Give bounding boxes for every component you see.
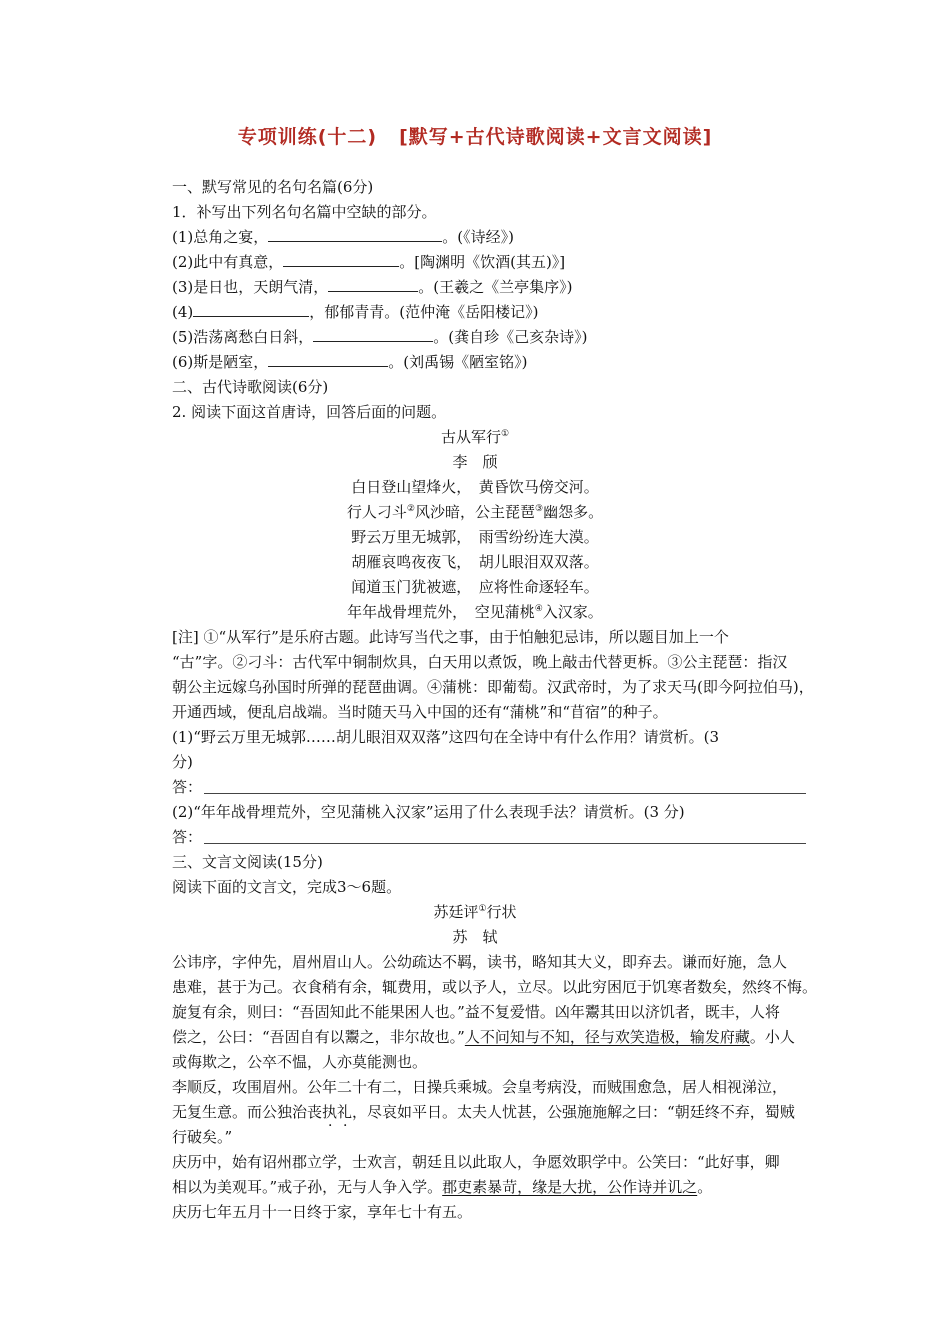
passage-p2-l2b: ，尽哀如平日。太夫人忧甚，公强施施解之曰：“朝廷终不弃，蜀贼 xyxy=(352,1103,795,1121)
dotted-char-2: 礼 xyxy=(337,1103,353,1121)
poem-line-5a: 闻道玉门犹被遮， xyxy=(351,578,464,596)
fill-item-3-post: 。(王羲之《兰亭集序》) xyxy=(418,278,573,296)
fill-item-3-pre: (3)是日也，天朗气清， xyxy=(172,278,329,296)
passage-p2-l2 xyxy=(172,1101,795,1123)
poem-line-6 xyxy=(0,601,950,623)
passage-title-text: 苏廷评 xyxy=(433,903,479,921)
poem-line-5b: 应将性命逐轻车。 xyxy=(478,578,599,596)
subquestion-1-cont: 分) xyxy=(172,753,193,771)
passage-p2-l3: 行破矣。” xyxy=(172,1128,233,1146)
fill-item-1-post: 。(《诗经》) xyxy=(442,228,514,246)
passage-title-note: ① xyxy=(478,904,487,914)
fill-item-4 xyxy=(172,301,538,323)
poem-line-4b: 胡儿眼泪双双落。 xyxy=(478,553,599,571)
passage-p1-l4a: 偿之，公曰：“吾固自有以鬻之，非尔故也。” xyxy=(172,1028,465,1046)
poem-line-5 xyxy=(0,576,950,598)
passage-p2-l1: 李顺反，攻围眉州。公年二十有二，日操兵乘城。会皇考病没，而贼围愈急，居人相视涕泣， xyxy=(172,1078,788,1096)
poem-line-2b: 公主琵琶 xyxy=(475,503,536,521)
passage-p1-l4b: 。小人 xyxy=(749,1028,795,1046)
fill-item-6-post: 。(刘禹锡《陋室铭》) xyxy=(388,353,528,371)
poem-line-2 xyxy=(0,501,950,523)
fill-blank-5[interactable] xyxy=(313,327,433,342)
poem-title xyxy=(0,426,950,448)
answer-label-2: 答： xyxy=(172,828,203,846)
passage-p1-l1: 公讳序，字仲先，眉州眉山人。公幼疏达不羁，读书，略知其大义，即弃去。谦而好施，急人 xyxy=(172,953,788,971)
passage-p3-l2 xyxy=(172,1176,712,1198)
poem-line-6b: 空见蒲桃 xyxy=(474,603,535,621)
passage-p1-l4 xyxy=(172,1026,795,1048)
passage-p3-l1: 庆历中，始有诏州郡立学，士欢言，朝廷且以此取人，争愿效职学中。公笑曰：“此好事，卿 xyxy=(172,1153,780,1171)
poem-line-3a: 野云万里无城郭， xyxy=(351,528,464,546)
poem-title-text: 古从军行 xyxy=(440,428,501,446)
passage-p1-l2: 患难，甚于为己。衣食稍有余，辄费用，或以予人，立尽。以此穷困厄于饥寒者数矣，然终不悔。 xyxy=(172,978,818,996)
poem-line-2a: 行人刁斗 xyxy=(346,503,407,521)
poem-note-line-4: 开通西域，便乱启战端。当时随天马入中国的还有“蒲桃”和“苜宿”的种子。 xyxy=(172,703,668,721)
answer-line-2[interactable] xyxy=(204,842,806,844)
passage-p2-l2a: 无复生意。而公独治丧 xyxy=(172,1103,323,1121)
poem-note-3: ③ xyxy=(535,504,544,514)
passage-author: 苏 轼 xyxy=(452,928,498,946)
poem-title-note: ① xyxy=(500,429,510,439)
answer-line-1[interactable] xyxy=(204,792,806,794)
poem-line-6a: 年年战骨埋荒外， xyxy=(347,603,460,621)
poem-line-1b: 黄昏饮马傍交河。 xyxy=(478,478,599,496)
passage-p3-l2b: 。 xyxy=(697,1178,713,1196)
question1-prompt: 1．补写出下列名句名篇中空缺的部分。 xyxy=(172,203,437,221)
underlined-sentence-2: 郡吏素暴苛，缘是大扰，公作诗并讥之 xyxy=(442,1178,698,1196)
poem-author: 李 颀 xyxy=(452,453,498,471)
fill-item-6-pre: (6)斯是陋室， xyxy=(172,353,269,371)
passage-title xyxy=(0,901,950,923)
poem-line-3b: 雨雪纷纷连大漠。 xyxy=(478,528,599,546)
fill-item-4-pre: (4) xyxy=(172,303,194,321)
fill-item-5-pre: (5)浩荡离愁白日斜， xyxy=(172,328,314,346)
fill-item-6 xyxy=(172,351,527,373)
subquestion-1: (1)“野云万里无城郭……胡儿眼泪双双落”这四句在全诗中有什么作用？请赏析。(3 xyxy=(172,728,719,746)
fill-blank-3[interactable] xyxy=(328,277,418,292)
fill-item-2-pre: (2)此中有真意， xyxy=(172,253,284,271)
passage-p1-l3: 旋复有余，则曰：“吾固知此不能果困人也。”益不复爱惜。凶年鬻其田以济饥者，既丰，人将 xyxy=(172,1003,780,1021)
section1-heading: 一、默写常见的名句名篇(6分) xyxy=(172,178,374,196)
title-part2: [默写+古代诗歌阅读+文言文阅读] xyxy=(399,126,713,148)
page-title xyxy=(0,122,950,149)
fill-item-4-post: ，郁郁青青。(范仲淹《岳阳楼记》) xyxy=(309,303,539,321)
section3-intro: 阅读下面的文言文，完成3～6题。 xyxy=(172,878,402,896)
poem-note-4: ④ xyxy=(534,604,543,614)
fill-blank-6[interactable] xyxy=(268,352,388,367)
underlined-sentence-1: 人不问知与不知，径与欢笑造极，输发府藏 xyxy=(464,1028,750,1046)
poem-line-3 xyxy=(0,526,950,548)
fill-item-5-post: 。(龚自珍《己亥杂诗》) xyxy=(433,328,588,346)
poem-note-2: ② xyxy=(406,504,415,514)
poem-line-1a: 白日登山望烽火， xyxy=(351,478,464,496)
poem-line-1 xyxy=(0,476,950,498)
poem-note-line-2: “古”字。②刁斗：古代军中铜制炊具，白天用以煮饭，晚上敲击代替更柝。③公主琵琶：指汉 xyxy=(172,653,788,671)
passage-title-text2: 行状 xyxy=(486,903,517,921)
fill-item-5 xyxy=(172,326,587,348)
fill-item-2 xyxy=(172,251,565,273)
fill-item-3 xyxy=(172,276,572,298)
poem-note-line-3: 朝公主远嫁乌孙国时所弹的琵琶曲调。④蒲桃：即葡萄。汉武帝时，为了求天马(即今阿拉伯马)， xyxy=(172,678,814,696)
fill-item-2-post: 。[陶渊明《饮酒(其五)》] xyxy=(399,253,566,271)
fill-blank-4[interactable] xyxy=(193,302,309,317)
fill-item-1-pre: (1)总角之宴， xyxy=(172,228,269,246)
passage-p1-l5: 或侮欺之，公卒不愠，人亦莫能测也。 xyxy=(172,1053,428,1071)
fill-blank-2[interactable] xyxy=(283,252,399,267)
passage-p4-l1: 庆历七年五月十一日终于家，享年七十有五。 xyxy=(172,1203,473,1221)
answer-label-1: 答： xyxy=(172,778,203,796)
poem-note-line-1: [注] ①“从军行”是乐府古题。此诗写当代之事，由于怕触犯忌讳，所以题目加上一个 xyxy=(172,628,729,646)
fill-item-1 xyxy=(172,226,514,248)
title-part1: 专项训练(十二) xyxy=(237,126,378,148)
subquestion-2: (2)“年年战骨埋荒外，空见蒲桃入汉家”运用了什么表现手法？请赏析。(3 分) xyxy=(172,803,685,821)
poem-line-2a2: 风沙暗， xyxy=(414,503,475,521)
section2-heading: 二、古代诗歌阅读(6分) xyxy=(172,378,329,396)
poem-line-6b2: 入汉家。 xyxy=(542,603,603,621)
question2-prompt: 2. 阅读下面这首唐诗，回答后面的问题。 xyxy=(172,403,447,421)
dotted-char-1: 执 xyxy=(322,1103,338,1121)
poem-line-4 xyxy=(0,551,950,573)
poem-line-2b2: 幽怨多。 xyxy=(543,503,604,521)
poem-line-4a: 胡雁哀鸣夜夜飞， xyxy=(351,553,464,571)
passage-p3-l2a: 相以为美观耳。”戒子孙，无与人争入学。 xyxy=(172,1178,443,1196)
fill-blank-1[interactable] xyxy=(268,227,442,242)
section3-heading: 三、文言文阅读(15分) xyxy=(172,853,323,871)
